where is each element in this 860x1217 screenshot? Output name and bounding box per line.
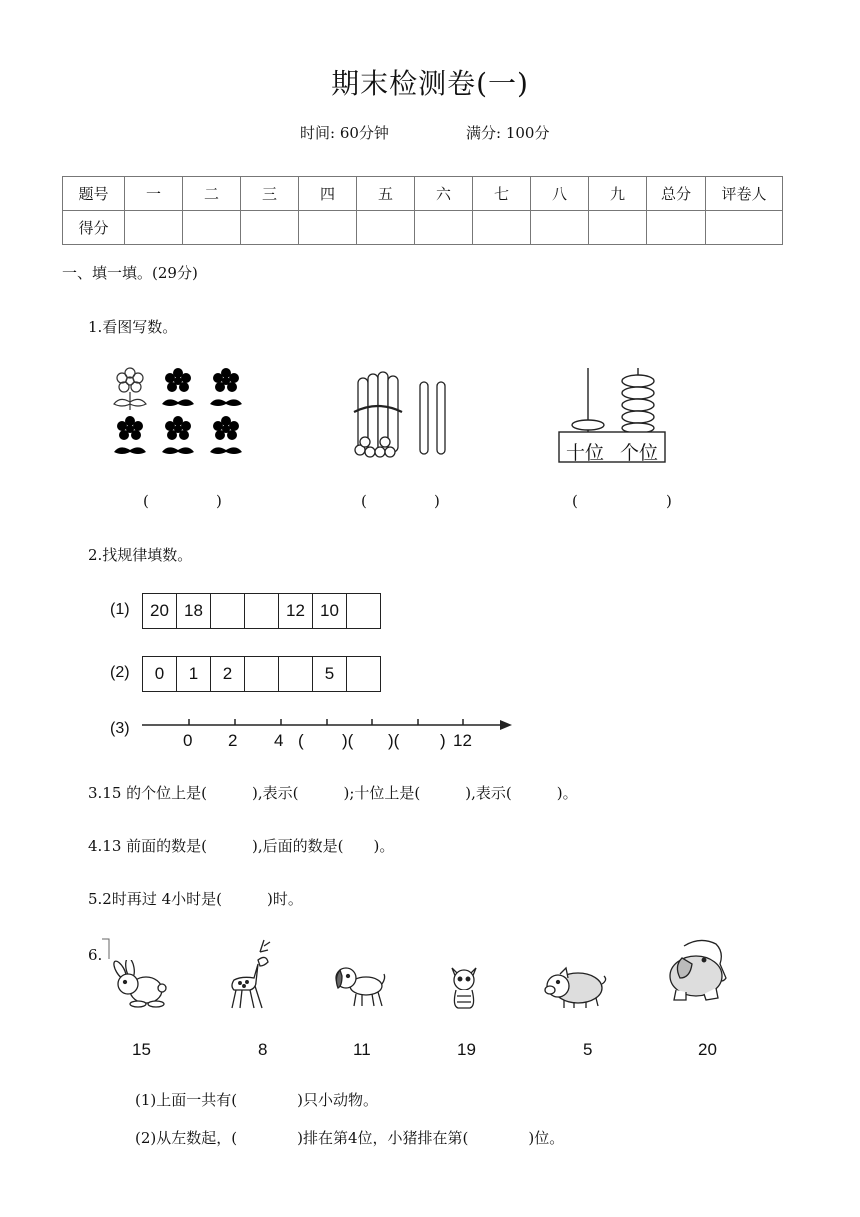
- answer-paren: (: [143, 492, 149, 510]
- cat-icon: [444, 962, 484, 1012]
- score-table-header-row: [63, 177, 783, 211]
- time-limit: 时间: 60分钟: [300, 124, 389, 142]
- score-input-cell[interactable]: [531, 211, 589, 245]
- dog-icon: [332, 964, 388, 1012]
- score-input-cell[interactable]: [357, 211, 415, 245]
- tick-label: (: [298, 731, 304, 750]
- row-tag: (1): [110, 601, 130, 618]
- sequence-cell[interactable]: [347, 657, 380, 691]
- flowers-icon: [108, 366, 258, 466]
- deer-icon: [222, 938, 282, 1014]
- sequence-cell: 0: [143, 657, 177, 691]
- page-title: 期末检测卷(一): [331, 67, 529, 100]
- sequence-cell: 5: [313, 657, 347, 691]
- animal-number: 8: [258, 1040, 268, 1059]
- score-input-cell[interactable]: [125, 211, 183, 245]
- answer-paren: ): [434, 492, 440, 510]
- animal-number: 20: [698, 1040, 717, 1059]
- question-4: 4.13 前面的数是( ),后面的数是( )。: [88, 837, 395, 855]
- tens-label: 十位: [566, 443, 605, 464]
- question-6-sub-1: (1)上面一共有( )只小动物。: [135, 1091, 378, 1109]
- table-cell: 五: [357, 177, 415, 211]
- tick-label: 2: [228, 731, 238, 750]
- answer-paren: ): [666, 492, 672, 510]
- table-cell: 九: [589, 177, 647, 211]
- score-input-cell[interactable]: [241, 211, 299, 245]
- row-tag: (2): [110, 664, 130, 681]
- sequence-cell[interactable]: [279, 657, 313, 691]
- score-input-cell[interactable]: [183, 211, 241, 245]
- table-cell: 题号: [63, 177, 125, 211]
- section-heading: 一、填一填。(29分): [62, 264, 198, 282]
- tick-label: ): [440, 731, 446, 750]
- table-cell: 三: [241, 177, 299, 211]
- score-input-cell[interactable]: [415, 211, 473, 245]
- number-line: [140, 716, 515, 732]
- sequence-cell[interactable]: [245, 657, 279, 691]
- sequence-cell: 18: [177, 594, 211, 628]
- table-cell: 七: [473, 177, 531, 211]
- animal-number: 15: [132, 1040, 151, 1059]
- animal-number: 11: [353, 1040, 371, 1059]
- tick-label: )(: [342, 731, 354, 750]
- tick-label: 4: [274, 731, 284, 750]
- table-cell: 一: [125, 177, 183, 211]
- sequence-cell: 1: [177, 657, 211, 691]
- sequence-cell[interactable]: [211, 594, 245, 628]
- tick-label: )(: [388, 731, 400, 750]
- row-tag: (3): [110, 720, 130, 737]
- answer-paren: (: [572, 492, 578, 510]
- score-table-score-row: [63, 211, 783, 245]
- sticks-bundle-icon: [350, 370, 460, 462]
- score-input-cell[interactable]: [647, 211, 706, 245]
- table-cell: 得分: [63, 211, 125, 245]
- sequence-cell[interactable]: [245, 594, 279, 628]
- score-input-cell[interactable]: [473, 211, 531, 245]
- ones-label: 个位: [620, 443, 659, 464]
- answer-paren: ): [216, 492, 222, 510]
- question-6-label: 6.: [88, 946, 103, 964]
- table-cell: 四: [299, 177, 357, 211]
- score-input-cell[interactable]: [589, 211, 647, 245]
- animal-number: 19: [457, 1040, 476, 1059]
- rabbit-icon: [108, 960, 168, 1012]
- question-3: 3.15 的个位上是( ),表示( );十位上是( ),表示( )。: [88, 784, 578, 802]
- tick-label: 0: [183, 731, 193, 750]
- score-input-cell[interactable]: [299, 211, 357, 245]
- question-1-label: 1.看图写数。: [88, 318, 178, 336]
- number-sequence-2: [142, 656, 381, 692]
- tick-label: 12: [453, 731, 472, 750]
- full-score: 满分: 100分: [466, 124, 550, 142]
- score-table: [62, 176, 783, 245]
- table-cell: 六: [415, 177, 473, 211]
- table-cell: 八: [531, 177, 589, 211]
- table-cell: 评卷人: [706, 177, 783, 211]
- score-input-cell[interactable]: [706, 211, 783, 245]
- question-2-label: 2.找规律填数。: [88, 546, 193, 564]
- question-6-sub-2: (2)从左数起，( )排在第4位，小猪排在第( )位。: [135, 1129, 565, 1147]
- elephant-icon: [664, 938, 730, 1004]
- pig-icon: [540, 966, 608, 1012]
- bracket-mark: [101, 938, 111, 960]
- sequence-cell: 2: [211, 657, 245, 691]
- sequence-cell: 12: [279, 594, 313, 628]
- table-cell: 二: [183, 177, 241, 211]
- sequence-cell: 10: [313, 594, 347, 628]
- sequence-cell[interactable]: [347, 594, 380, 628]
- number-sequence-1: [142, 593, 381, 629]
- sequence-cell: 20: [143, 594, 177, 628]
- question-5: 5.2时再过 4小时是( )时。: [88, 890, 303, 908]
- answer-paren: (: [361, 492, 367, 510]
- animal-number: 5: [583, 1040, 593, 1059]
- table-cell: 总分: [647, 177, 706, 211]
